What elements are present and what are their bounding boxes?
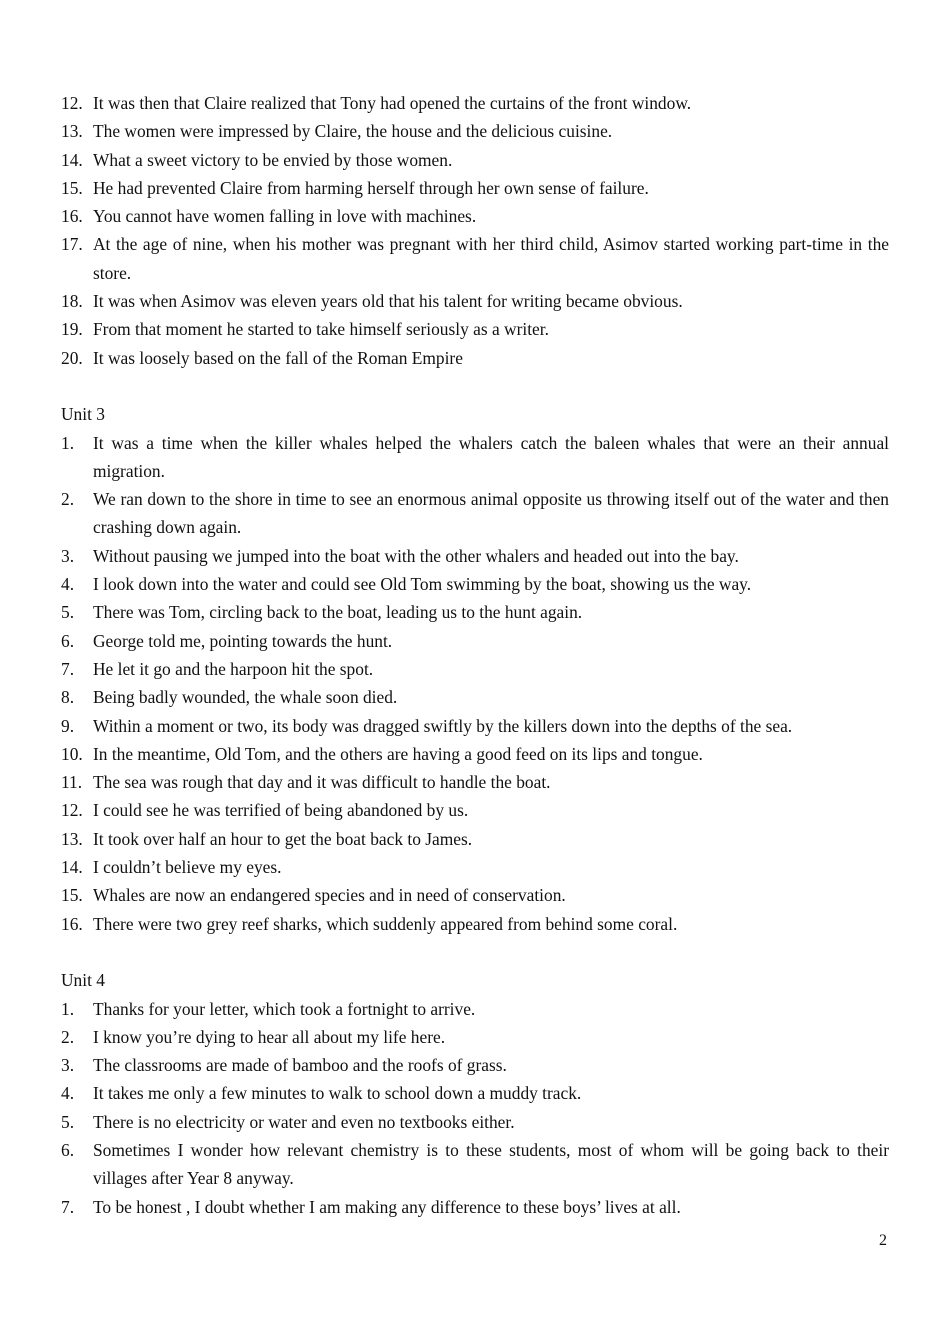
item-number: 6. <box>61 1139 75 1160</box>
item-number: 15. <box>61 177 83 198</box>
item-text: Being badly wounded, the whale soon died. <box>93 687 398 708</box>
item-number: 16. <box>61 913 83 934</box>
section-spacer <box>61 372 889 400</box>
item-number: 3. <box>61 1055 75 1076</box>
item-text: Whales are now an endangered species and in need of conservation. <box>93 885 566 906</box>
item-text: In the meantime, Old Tom, and the others are having a good feed on its lips and tongue. <box>93 743 703 764</box>
item-number: 14. <box>61 149 83 170</box>
item-text: At the age of nine, when his mother was pregnant with her third child, Asimov started working part-time in the store. <box>93 234 889 283</box>
list-item <box>61 485 889 542</box>
item-text: It was when Asimov was eleven years old that his talent for writing became obvious. <box>93 291 683 312</box>
list-item <box>61 1193 889 1221</box>
item-number: 18. <box>61 291 83 312</box>
item-text: We ran down to the shore in time to see an enormous animal opposite us throwing itself out of the water and then crashing down again. <box>93 489 889 538</box>
list-item <box>61 429 889 486</box>
item-text: There was Tom, circling back to the boat, leading us to the hunt again. <box>93 602 583 623</box>
list-item <box>61 315 889 343</box>
item-text: Within a moment or two, its body was dragged swiftly by the killers down into the depths of the sea. <box>93 715 793 736</box>
item-number: 8. <box>61 687 75 708</box>
item-number: 13. <box>61 121 83 142</box>
item-number: 1. <box>61 432 75 453</box>
list-item <box>61 995 889 1023</box>
item-text: The women were impressed by Claire, the house and the delicious cuisine. <box>93 121 613 142</box>
item-text: It was a time when the killer whales helped the whalers catch the baleen whales that were an their annual migration. <box>93 432 889 481</box>
unit-4-heading: Unit 4 <box>61 970 105 991</box>
item-text: It took over half an hour to get the boat back to James. <box>93 828 473 849</box>
list-item <box>61 740 889 768</box>
unit-3-sentence-list <box>61 429 889 938</box>
list-item <box>61 542 889 570</box>
item-text: The classrooms are made of bamboo and the roofs of grass. <box>93 1055 507 1076</box>
item-number: 2. <box>61 1026 75 1047</box>
item-text: It takes me only a few minutes to walk to school down a muddy track. <box>93 1083 582 1104</box>
item-number: 12. <box>61 93 83 113</box>
list-item <box>61 853 889 881</box>
list-item <box>61 1051 889 1079</box>
unit-4-sentence-list <box>61 995 889 1221</box>
item-text: He let it go and the harpoon hit the spot. <box>93 658 374 679</box>
item-number: 7. <box>61 1196 75 1217</box>
item-text: I know you’re dying to hear all about my life here. <box>93 1026 446 1047</box>
list-item <box>61 627 889 655</box>
list-item <box>61 768 889 796</box>
list-item <box>61 117 889 145</box>
section-spacer <box>61 938 889 966</box>
item-text: Without pausing we jumped into the boat with the other whalers and headed out into the bay. <box>93 545 739 566</box>
item-text: He had prevented Claire from harming herself through her own sense of failure. <box>93 177 649 198</box>
list-item <box>61 230 889 287</box>
item-number: 1. <box>61 998 75 1019</box>
list-item <box>61 146 889 174</box>
list-item <box>61 796 889 824</box>
item-number: 16. <box>61 206 83 227</box>
unit-3-heading: Unit 3 <box>61 404 105 425</box>
list-item <box>61 344 889 372</box>
list-item <box>61 655 889 683</box>
item-number: 17. <box>61 234 83 255</box>
list-item <box>61 1023 889 1051</box>
list-item <box>61 570 889 598</box>
page-number: 2 <box>879 1232 887 1249</box>
list-item <box>61 910 889 938</box>
list-item <box>61 598 889 626</box>
list-item <box>61 683 889 711</box>
item-text: I look down into the water and could see Old Tom swimming by the boat, showing us the way. <box>93 574 752 595</box>
list-item <box>61 712 889 740</box>
list-item <box>61 825 889 853</box>
item-text: I could see he was terrified of being abandoned by us. <box>93 800 469 821</box>
item-number: 14. <box>61 857 83 878</box>
item-number: 4. <box>61 574 75 595</box>
item-number: 4. <box>61 1083 75 1104</box>
sentence-list-continued <box>61 89 889 372</box>
item-text: I couldn’t believe my eyes. <box>93 857 282 878</box>
item-text: What a sweet victory to be envied by those women. <box>93 149 453 170</box>
list-item <box>61 202 889 230</box>
list-item <box>61 89 889 117</box>
list-item <box>61 1136 889 1193</box>
item-number: 13. <box>61 828 83 849</box>
list-item <box>61 287 889 315</box>
item-text: To be honest , I doubt whether I am making any difference to these boys’ lives at all. <box>93 1196 681 1217</box>
item-number: 3. <box>61 545 75 566</box>
item-text: It was loosely based on the fall of the Roman Empire <box>93 347 463 368</box>
item-text: The sea was rough that day and it was difficult to handle the boat. <box>93 772 551 793</box>
item-number: 15. <box>61 885 83 906</box>
item-number: 5. <box>61 602 75 623</box>
item-text: There were two grey reef sharks, which suddenly appeared from behind some coral. <box>93 913 678 934</box>
item-number: 10. <box>61 743 83 764</box>
item-text: You cannot have women falling in love with machines. <box>93 206 477 227</box>
item-text: It was then that Claire realized that Tony had opened the curtains of the front window. <box>93 93 692 113</box>
list-item <box>61 174 889 202</box>
item-number: 19. <box>61 319 83 340</box>
item-text: Thanks for your letter, which took a fortnight to arrive. <box>93 998 476 1019</box>
item-number: 7. <box>61 658 75 679</box>
list-item <box>61 1079 889 1107</box>
item-text: George told me, pointing towards the hunt. <box>93 630 393 651</box>
item-text: Sometimes I wonder how relevant chemistry is to these students, most of whom will be going back to their villages after Year 8 anyway. <box>93 1139 889 1189</box>
item-number: 5. <box>61 1111 75 1132</box>
list-item <box>61 1108 889 1136</box>
item-text: There is no electricity or water and even no textbooks either. <box>93 1111 515 1132</box>
document-page <box>61 89 889 1221</box>
item-text: From that moment he started to take himself seriously as a writer. <box>93 319 549 340</box>
item-number: 9. <box>61 715 75 736</box>
item-number: 2. <box>61 489 75 510</box>
item-number: 6. <box>61 630 75 651</box>
item-number: 12. <box>61 800 83 821</box>
item-number: 20. <box>61 347 83 368</box>
item-number: 11. <box>61 772 83 793</box>
list-item <box>61 881 889 909</box>
